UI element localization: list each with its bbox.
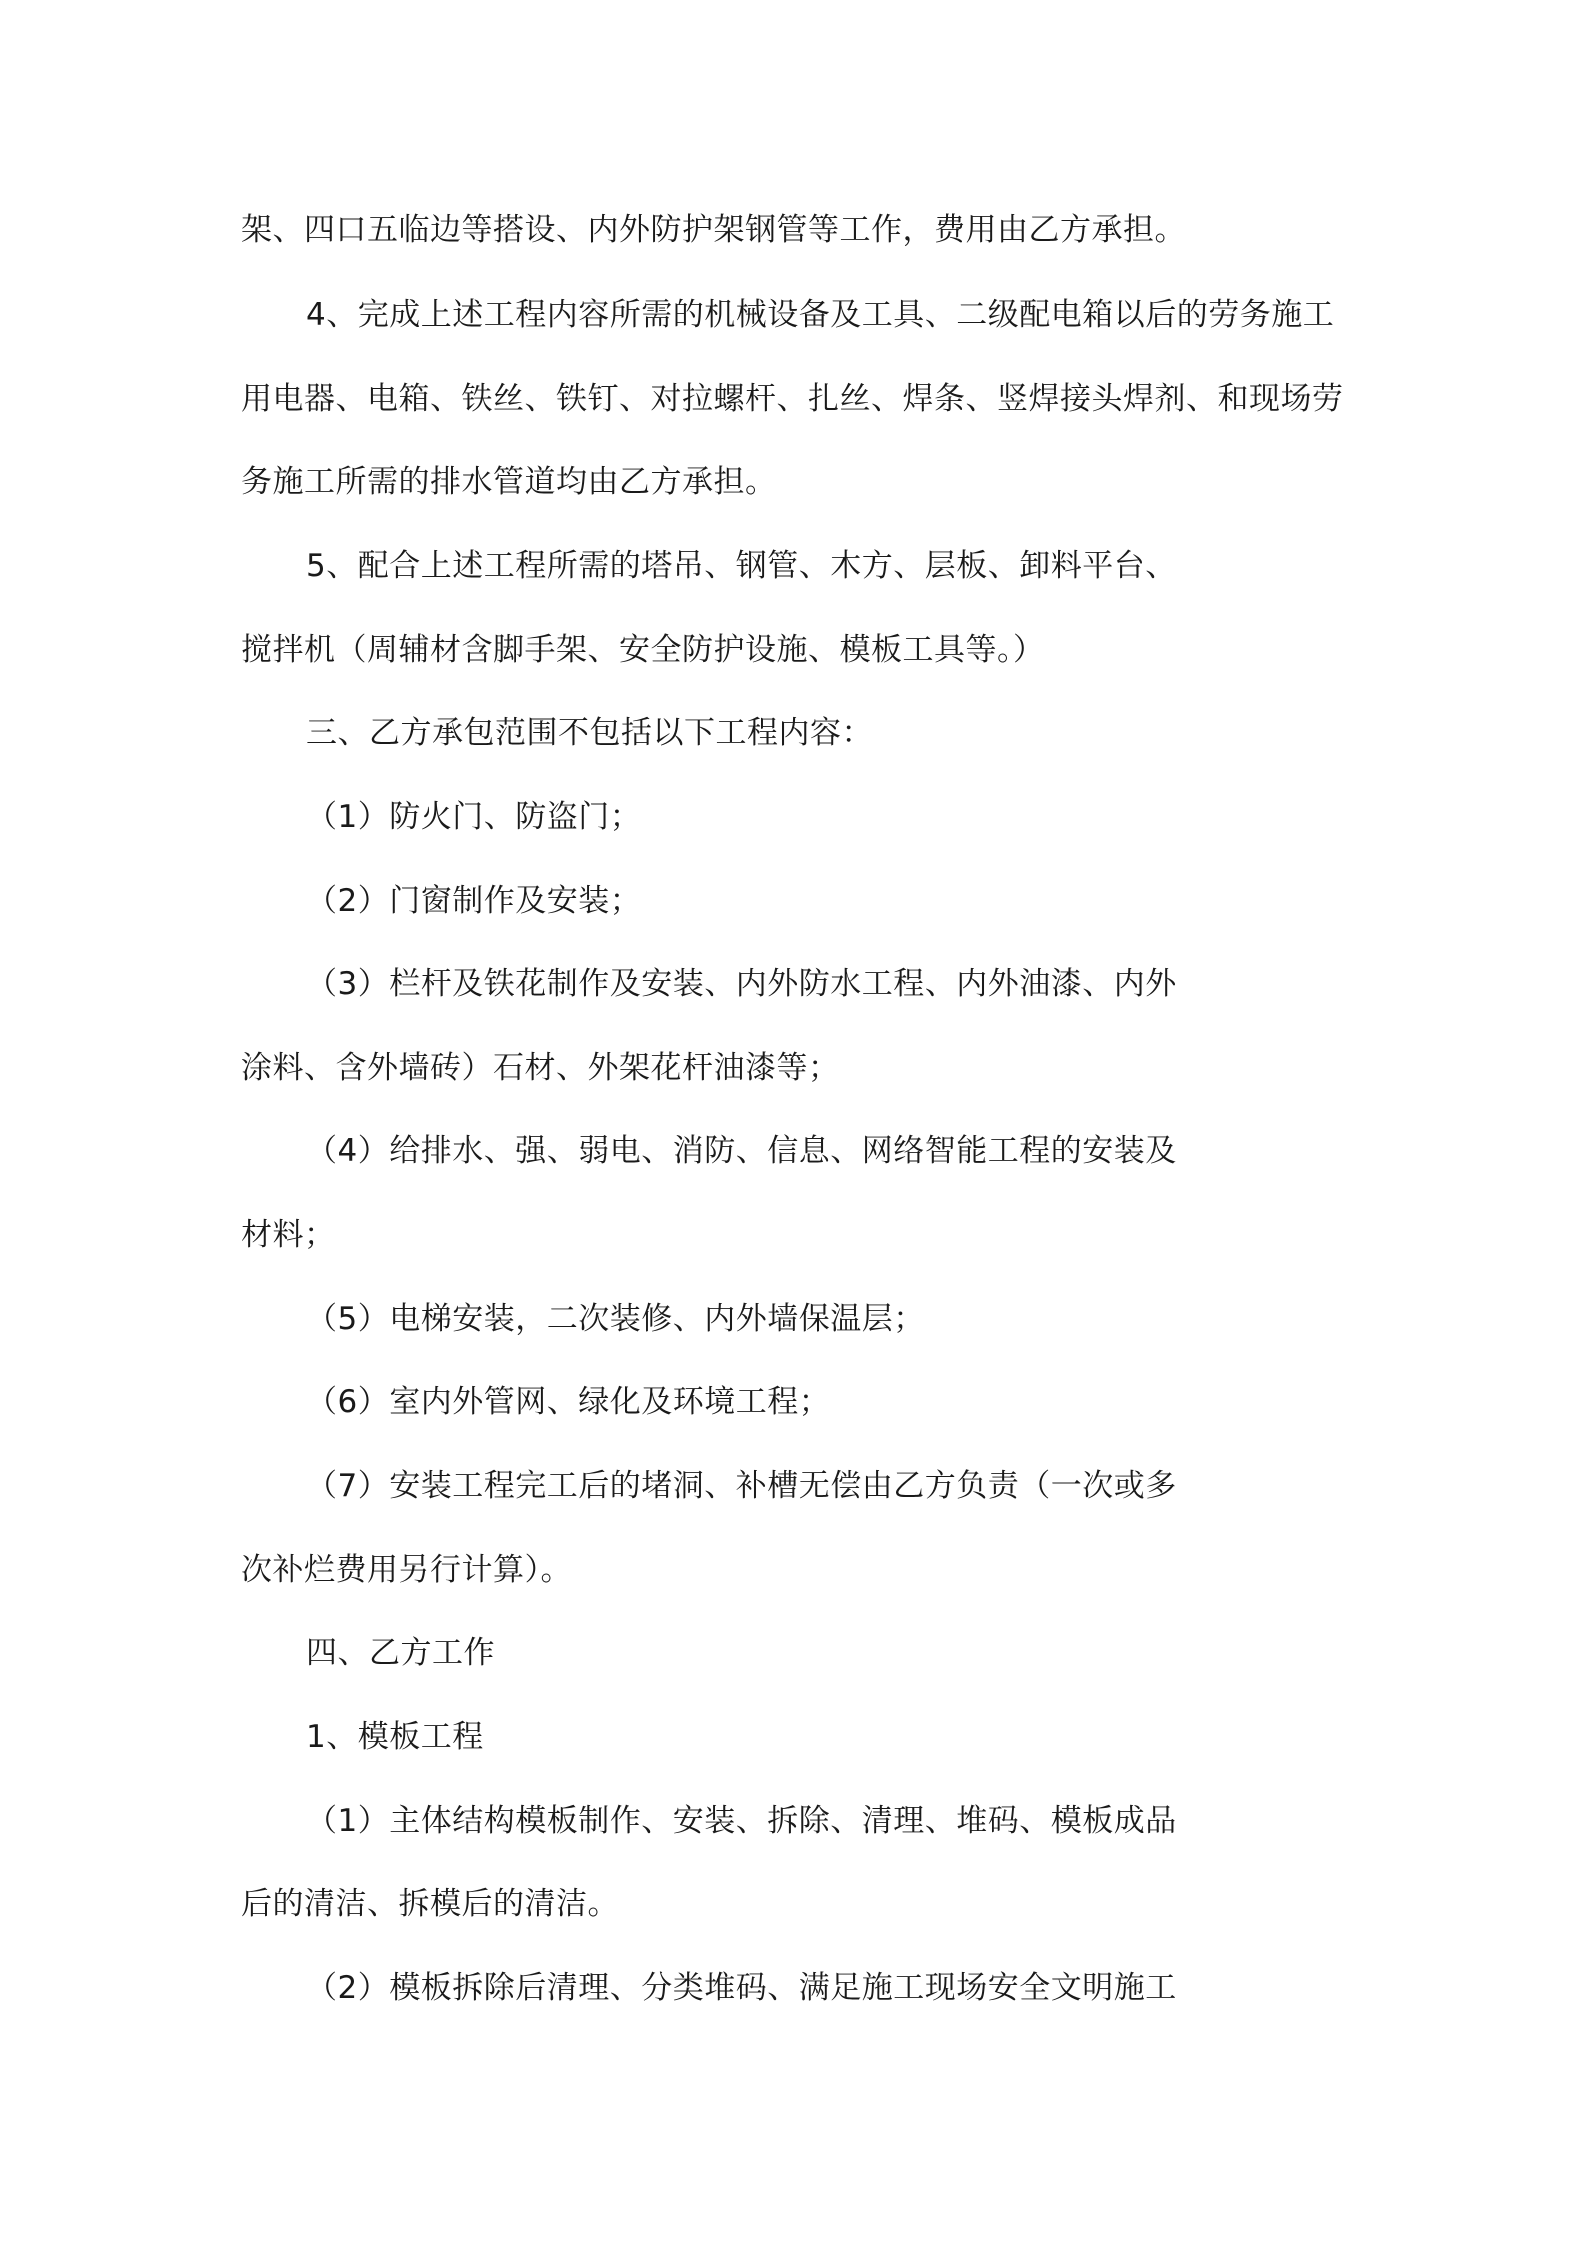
body-text-line: 涂料、含外墙砖）石材、外架花杆油漆等； — [241, 1050, 840, 1086]
body-text-line: 务施工所需的排水管道均由乙方承担。 — [241, 464, 777, 500]
list-item: （6）室内外管网、绿化及环境工程； — [306, 1384, 831, 1420]
subsection-heading: 1、模板工程 — [306, 1719, 484, 1755]
body-text-line: 架、四口五临边等搭设、内外防护架钢管等工作，费用由乙方承担。 — [241, 212, 1186, 248]
list-item: （2）模板拆除后清理、分类堆码、满足施工现场安全文明施工 — [306, 1970, 1177, 2006]
body-text-line: 用电器、电箱、铁丝、铁钉、对拉螺杆、扎丝、焊条、竖焊接头焊剂、和现场劳 — [241, 381, 1344, 417]
list-item: （4）给排水、强、弱电、消防、信息、网络智能工程的安装及 — [306, 1133, 1177, 1169]
list-item: （3）栏杆及铁花制作及安装、内外防水工程、内外油漆、内外 — [306, 966, 1177, 1002]
section-heading: 三、乙方承包范围不包括以下工程内容： — [306, 715, 873, 751]
body-text-line: 5、配合上述工程所需的塔吊、钢管、木方、层板、卸料平台、 — [306, 548, 1177, 584]
list-item: （1）防火门、防盗门； — [306, 799, 642, 835]
body-text-line: 后的清洁、拆模后的清洁。 — [241, 1886, 619, 1922]
body-text-line: 4、完成上述工程内容所需的机械设备及工具、二级配电箱以后的劳务施工 — [306, 297, 1335, 333]
list-item: （7）安装工程完工后的堵洞、补槽无偿由乙方负责（一次或多 — [306, 1468, 1177, 1504]
list-item: （2）门窗制作及安装； — [306, 883, 642, 919]
list-item: （5）电梯安装，二次装修、内外墙保温层； — [306, 1301, 925, 1337]
body-text-line: 材料； — [241, 1217, 336, 1253]
section-heading: 四、乙方工作 — [306, 1635, 495, 1671]
body-text-line: 次补烂费用另行计算）。 — [241, 1552, 572, 1588]
list-item: （1）主体结构模板制作、安装、拆除、清理、堆码、模板成品 — [306, 1803, 1177, 1839]
body-text-line: 搅拌机（周辅材含脚手架、安全防护设施、模板工具等。） — [241, 632, 1045, 668]
